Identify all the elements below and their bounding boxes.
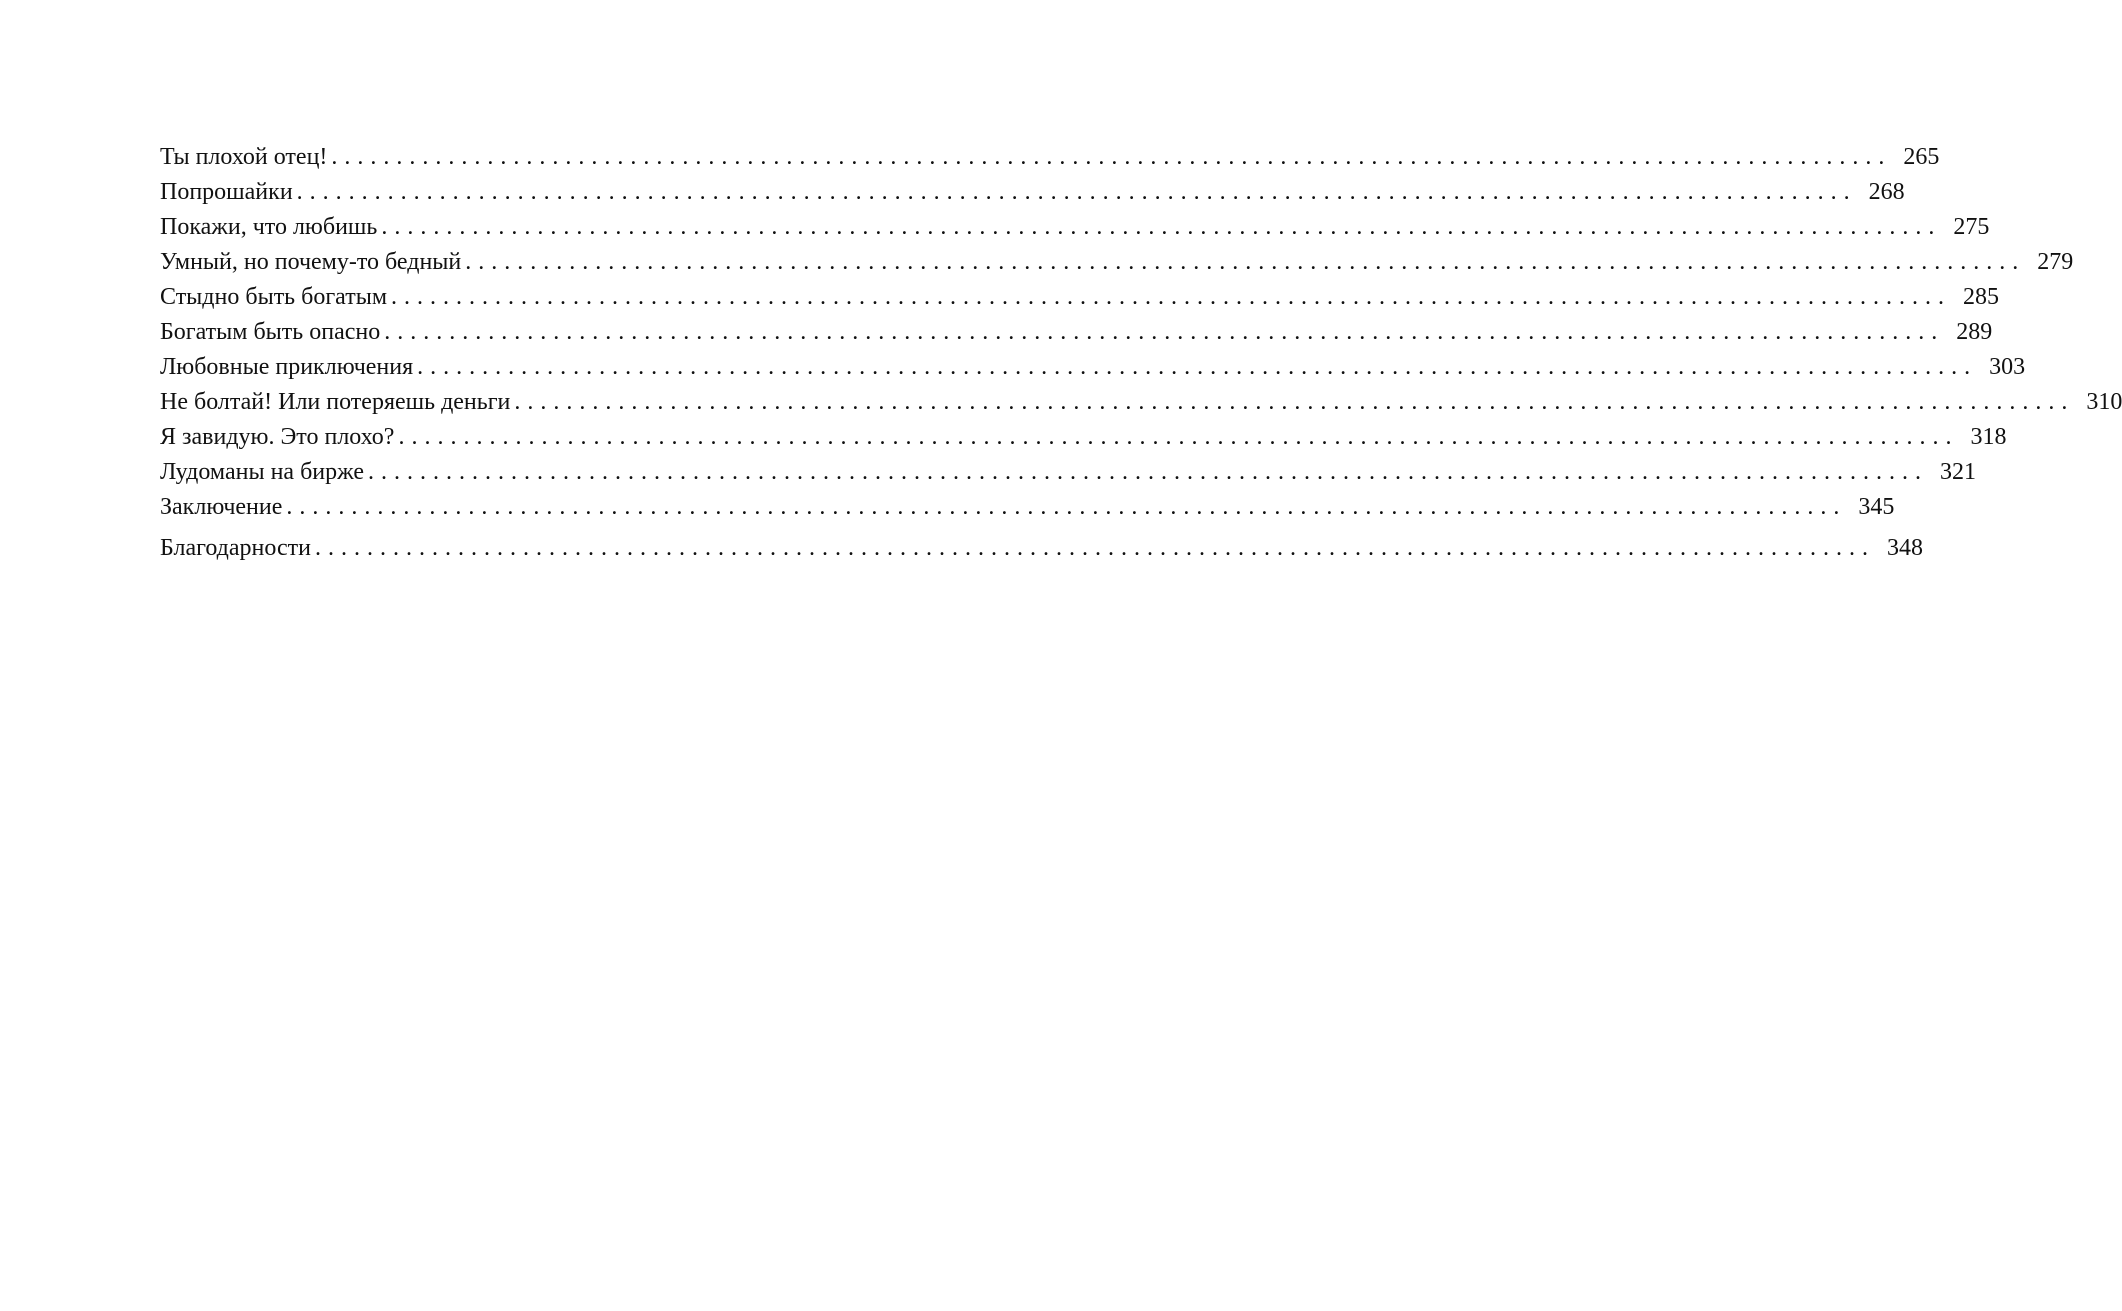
toc-leader-dots: ........................................................................................................................ (381, 214, 1942, 240)
toc-entry-page: 279 (2037, 249, 2074, 275)
toc-entry-title: Богатым быть опасно (160, 319, 381, 345)
toc-leader-dots: ........................................................................................................................ (398, 424, 1959, 450)
toc-entry-title: Лудоманы на бирже (160, 459, 365, 485)
toc-entry-title: Заключение (160, 494, 283, 520)
toc-entry (160, 140, 1940, 175)
toc-entry-title: Благодарности (160, 535, 311, 561)
toc-entry-title: Стыдно быть богатым (160, 284, 388, 310)
toc-entry-page: 303 (1989, 354, 2026, 380)
toc-entry-page: 289 (1956, 319, 1993, 345)
toc-entry (160, 490, 1895, 525)
toc-entry-page: 321 (1940, 459, 1977, 485)
toc-entry-page: 310 (2086, 389, 2122, 415)
toc-leader-dots: ........................................................................................................................ (465, 249, 2026, 275)
toc-entry-title: Покажи, что любишь (160, 214, 378, 240)
toc-leader-dots: ........................................................................................................................ (331, 144, 1892, 170)
toc-entry (160, 245, 2074, 280)
table-of-contents (160, 140, 2122, 566)
toc-entry (160, 280, 2000, 315)
toc-entry (160, 531, 1923, 566)
toc-entry (160, 420, 2007, 455)
toc-entry-page: 285 (1963, 284, 2000, 310)
toc-entry-title: Ты плохой отец! (160, 144, 328, 170)
toc-leader-dots: ........................................................................................................................ (368, 459, 1929, 485)
toc-entry-page: 348 (1886, 535, 1923, 561)
toc-entry (160, 175, 1905, 210)
toc-entry (160, 350, 2026, 385)
toc-entry-page: 345 (1858, 494, 1895, 520)
toc-leader-dots: ........................................................................................................................ (384, 319, 1945, 345)
toc-leader-dots: ........................................................................................................................ (286, 494, 1847, 520)
toc-entry-page: 275 (1953, 214, 1990, 240)
toc-entry-title: Умный, но почему-то бедный (160, 249, 462, 275)
toc-entry-title: Не болтай! Или потеряешь деньги (160, 389, 511, 415)
toc-entry (160, 315, 1993, 350)
toc-entry-title: Попрошайки (160, 179, 293, 205)
toc-entry (160, 455, 1977, 490)
toc-leader-dots: ........................................................................................................................ (514, 389, 2075, 415)
toc-entry (160, 210, 1990, 245)
toc-entry (160, 385, 2122, 420)
toc-entry-page: 318 (1970, 424, 2007, 450)
toc-entry-page: 268 (1868, 179, 1905, 205)
toc-leader-dots: ........................................................................................................................ (296, 179, 1857, 205)
toc-leader-dots: ........................................................................................................................ (391, 284, 1952, 310)
toc-leader-dots: ........................................................................................................................ (417, 354, 1978, 380)
toc-entry-page: 265 (1903, 144, 1940, 170)
toc-leader-dots: ........................................................................................................................ (314, 535, 1875, 561)
toc-entry-title: Я завидую. Это плохо? (160, 424, 395, 450)
toc-entry-title: Любовные приключения (160, 354, 414, 380)
